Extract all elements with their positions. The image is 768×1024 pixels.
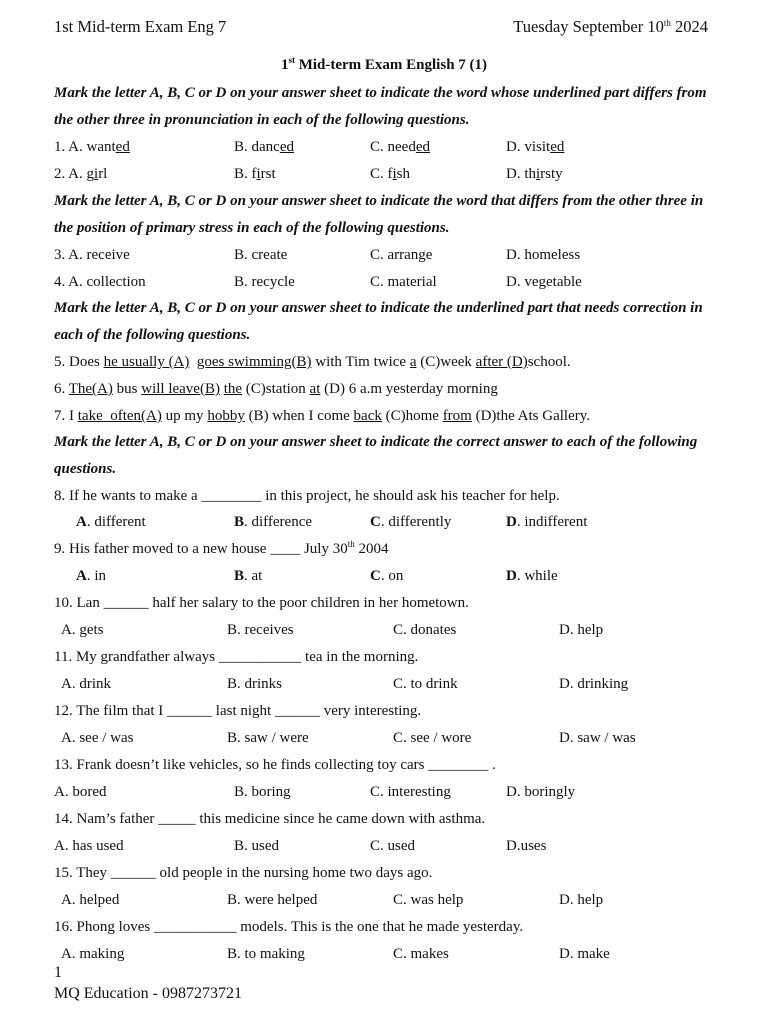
q7-sentence: 7. I take often(A) up my hobby (B) when I come back (C)home from (D)the Ats Gallery. <box>54 408 591 424</box>
q9-option-b: B. at <box>234 568 263 584</box>
q6-sentence: 6. The(A) bus will leave(B) the (C)station at (D) 6 a.m yesterday morning <box>54 381 498 397</box>
footer-organization: MQ Education - 0987273721 <box>54 985 242 1002</box>
q9-option-c: C. on <box>370 568 404 584</box>
q9-option-d: D. while <box>506 568 558 584</box>
header-date-main: Tuesday September 10 <box>513 17 664 36</box>
q9-option-a: A. in <box>76 568 107 584</box>
q14-stem: 14. Nam’s father _____ this medicine since he came down with asthma. <box>54 811 486 827</box>
q4-option-a: 4. A. collection <box>54 274 146 290</box>
title-sup: st <box>288 55 295 65</box>
q9-stem: 9. His father moved to a new house ____ July 30th 2004 <box>54 539 389 557</box>
instruction-correction-line2: each of the following questions. <box>54 327 251 343</box>
header-date <box>513 17 708 37</box>
q16-stem: 16. Phong loves ___________ models. This is the one that he made yesterday. <box>54 919 524 935</box>
q8-option-d: D. indifferent <box>506 514 588 530</box>
q12-stem: 12. The film that I ______ last night ______ very interesting. <box>54 703 422 719</box>
q14-option-c: C. used <box>370 838 415 854</box>
title-text: Mid-term Exam English 7 (1) <box>294 57 488 73</box>
q2-option-c: C. fish <box>370 166 411 182</box>
title-number: 1 <box>280 57 289 73</box>
q1-option-d: D. visited <box>506 139 565 155</box>
q4-option-d: D. vegetable <box>506 274 582 290</box>
q15-option-b: B. were helped <box>227 892 318 908</box>
q8-stem: 8. If he wants to make a ________ in this project, he should ask his teacher for help. <box>54 488 560 504</box>
q4-option-c: C. material <box>370 274 437 290</box>
q11-stem: 11. My grandfather always ___________ tea in the morning. <box>54 649 419 665</box>
q11-option-b: B. drinks <box>227 676 283 692</box>
q13-option-d: D. boringly <box>506 784 576 800</box>
q14-option-a: A. has used <box>54 838 124 854</box>
q10-option-b: B. receives <box>227 622 294 638</box>
q3-option-c: C. arrange <box>370 247 433 263</box>
q3-option-a: 3. A. receive <box>54 247 130 263</box>
q11-option-a: A. drink <box>61 676 111 692</box>
instruction-stress-line1: Mark the letter A, B, C or D on your answer sheet to indicate the word that differs from the other three in <box>54 193 704 209</box>
q2-option-d: D. thirsty <box>506 166 563 182</box>
header-date-sup: th <box>663 18 671 28</box>
q14-option-d: D.uses <box>506 838 547 854</box>
q10-option-a: A. gets <box>61 622 104 638</box>
instruction-pronunciation-line2: the other three in pronunciation in each of the following questions. <box>54 112 470 128</box>
q8-option-a: A. different <box>76 514 146 530</box>
instruction-correction-line1: Mark the letter A, B, C or D on your answer sheet to indicate the underlined part that needs correction in <box>54 300 703 316</box>
q10-option-c: C. donates <box>393 622 457 638</box>
q10-stem: 10. Lan ______ half her salary to the poor children in her hometown. <box>54 595 469 611</box>
q13-option-c: C. interesting <box>370 784 451 800</box>
instruction-pronunciation-line1: Mark the letter A, B, C or D on your answer sheet to indicate the word whose underlined part differs from <box>54 85 707 101</box>
instruction-stress-line2: the position of primary stress in each of the following questions. <box>54 220 450 236</box>
q13-option-b: B. boring <box>234 784 291 800</box>
q13-option-a: A. bored <box>54 784 107 800</box>
q12-option-c: C. see / wore <box>393 730 472 746</box>
q12-option-b: B. saw / were <box>227 730 309 746</box>
q12-option-d: D. saw / was <box>559 730 636 746</box>
q15-option-a: A. helped <box>61 892 120 908</box>
q2-option-b: B. first <box>234 166 276 182</box>
q2-option-a: 2. A. girl <box>54 166 108 182</box>
q11-option-c: C. to drink <box>393 676 458 692</box>
q4-option-b: B. recycle <box>234 274 295 290</box>
instruction-correct-answer-line1: Mark the letter A, B, C or D on your answer sheet to indicate the correct answer to each of the following <box>54 434 698 450</box>
q1-option-c: C. needed <box>370 139 430 155</box>
q1-option-b: B. danced <box>234 139 294 155</box>
q16-option-d: D. make <box>559 946 610 962</box>
q14-option-b: B. used <box>234 838 279 854</box>
q16-option-c: C. makes <box>393 946 449 962</box>
q5-sentence: 5. Does he usually (A) goes swimming(B) with Tim twice a (C)week after (D)school. <box>54 354 571 370</box>
page-number: 1 <box>54 964 62 981</box>
q16-option-a: A. making <box>61 946 125 962</box>
q3-option-b: B. create <box>234 247 288 263</box>
q12-option-a: A. see / was <box>61 730 134 746</box>
q8-option-c: C. differently <box>370 514 452 530</box>
q3-option-d: D. homeless <box>506 247 581 263</box>
q13-stem: 13. Frank doesn’t like vehicles, so he finds collecting toy cars ________ . <box>54 757 496 773</box>
q15-option-c: C. was help <box>393 892 464 908</box>
q15-stem: 15. They ______ old people in the nursing home two days ago. <box>54 865 433 881</box>
q10-option-d: D. help <box>559 622 604 638</box>
q8-option-b: B. difference <box>234 514 313 530</box>
q11-option-d: D. drinking <box>559 676 629 692</box>
instruction-correct-answer-line2: questions. <box>54 461 117 477</box>
header-left: 1st Mid-term Exam Eng 7 <box>54 17 227 36</box>
q15-option-d: D. help <box>559 892 604 908</box>
header-date-year: 2024 <box>670 17 708 36</box>
page-title <box>0 57 768 74</box>
q1-option-a: 1. A. wanted <box>54 139 130 155</box>
q16-option-b: B. to making <box>227 946 305 962</box>
